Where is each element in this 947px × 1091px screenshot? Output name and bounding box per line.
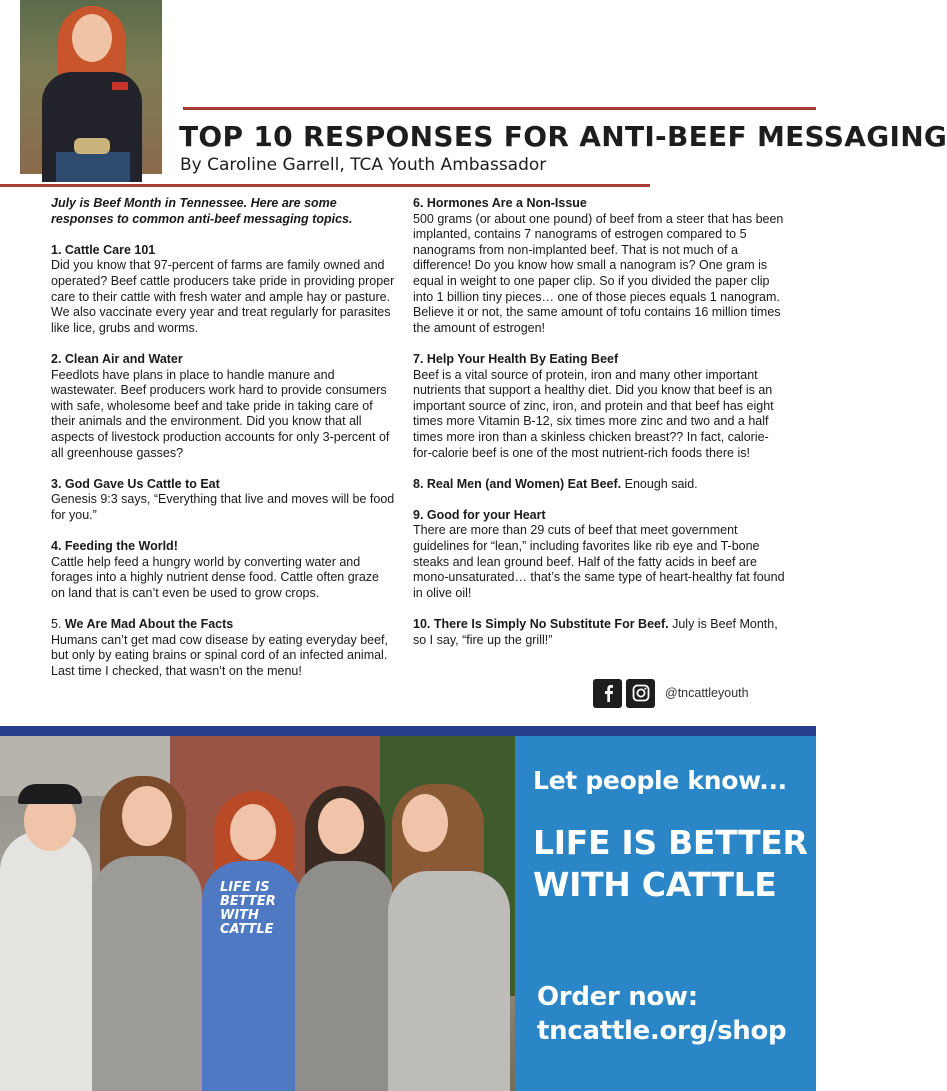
section-heading: 7. Help Your Health By Eating Beef bbox=[413, 351, 619, 366]
promo-panel bbox=[515, 736, 816, 1091]
section-body: Genesis 9:3 says, “Everything that live and moves will be food for you.” bbox=[51, 492, 395, 522]
section-heading: 2. Clean Air and Water bbox=[51, 351, 183, 366]
article-title: TOP 10 RESPONSES FOR ANTI-BEEF MESSAGING bbox=[179, 120, 947, 153]
section-body: Enough said. bbox=[624, 476, 698, 491]
section-heading: 9. Good for your Heart bbox=[413, 507, 546, 522]
article-column-left bbox=[51, 196, 396, 695]
section-heading: 3. God Gave Us Cattle to Eat bbox=[51, 476, 220, 491]
section-number: 5. bbox=[51, 617, 62, 632]
section-heading: 8. Real Men (and Women) Eat Beef. bbox=[413, 476, 622, 491]
promo-tagline: Let people know... bbox=[533, 766, 787, 795]
author-portrait bbox=[20, 0, 162, 174]
promo-headline-line: LIFE IS BETTER bbox=[533, 823, 808, 862]
section-body: There are more than 29 cuts of beef that meet government guidelines for “lean,” including favorites like rib eye and T-bone steaks and lean ground beef. Half of the fatty acids in beef are mono-unsaturated… that’s the same type of heart-healthy fat found in olive oil! bbox=[413, 523, 785, 600]
section-real-men bbox=[413, 477, 785, 493]
social-handle-link[interactable]: @tncattleyouth bbox=[665, 686, 749, 700]
shirt-text-line: LIFE IS bbox=[220, 880, 270, 895]
instagram-icon[interactable] bbox=[626, 679, 655, 708]
section-god-gave-cattle bbox=[51, 477, 396, 524]
title-rule-top bbox=[183, 107, 816, 110]
section-heading: 6. Hormones Are a Non-Issue bbox=[413, 196, 587, 210]
section-feeding-world bbox=[51, 539, 396, 601]
shirt-text-line: WITH bbox=[220, 908, 259, 923]
shirt-text-line: CATTLE bbox=[220, 922, 274, 937]
section-health bbox=[413, 352, 785, 461]
section-cattle-care bbox=[51, 243, 396, 337]
section-body: Feedlots have plans in place to handle manure and wastewater. Beef producers work hard to provide consumers with safe, wholesome beef and take pride in taking care of their animals and the environment. Did you know that all aspects of livestock production accounts for only 3-percent of all greenhouse gasses? bbox=[51, 367, 390, 460]
article-byline: By Caroline Garrell, TCA Youth Ambassador bbox=[180, 155, 547, 175]
article-intro: July is Beef Month in Tennessee. Here are some responses to common anti-beef messaging topics. bbox=[51, 196, 353, 226]
section-heart bbox=[413, 508, 785, 602]
section-body: 500 grams (or about one pound) of beef from a steer that has been implanted, contains 7 nanograms of estrogen compared to 5 nanograms from non-implanted beef. That is not much of a difference! Do you know how small a nanogram is? One gram is equal in weight to one paper clip. So if you divided the paper clip into 1 billion tiny pieces… one of those pieces equals 1 nanogram. Believe it or not, the same amount of tofu contains 16 million times the amount of estrogen! bbox=[413, 211, 784, 335]
section-no-substitute bbox=[413, 617, 785, 648]
section-body: Humans can’t get mad cow disease by eating everyday beef, but only by eating brains or spinal cord of an infected animal. Last time I checked, that wasn’t on the menu! bbox=[51, 632, 388, 678]
shirt-text-line: BETTER bbox=[220, 894, 276, 909]
section-heading: 1. Cattle Care 101 bbox=[51, 242, 156, 257]
section-hormones bbox=[413, 196, 785, 336]
section-heading bbox=[51, 617, 396, 633]
section-body: Cattle help feed a hungry world by converting water and forages into a highly nutrient dense food. Cattle often graze on land that is can’t even be used to grow crops. bbox=[51, 554, 379, 600]
section-heading-text: We Are Mad About the Facts bbox=[64, 617, 234, 632]
facebook-icon[interactable] bbox=[593, 679, 622, 708]
promo-order bbox=[537, 980, 786, 1048]
section-heading: 10. There Is Simply No Substitute For Beef. bbox=[413, 617, 669, 632]
title-rule-bottom bbox=[0, 184, 650, 187]
promo-headline-line: WITH CATTLE bbox=[533, 865, 777, 904]
social-links bbox=[593, 678, 749, 708]
shop-link[interactable]: tncattle.org/shop bbox=[537, 1016, 787, 1046]
section-heading: 4. Feeding the World! bbox=[51, 539, 178, 554]
section-clean-air-water bbox=[51, 352, 396, 461]
promo-group-photo bbox=[0, 736, 515, 1091]
promo-shirt-text bbox=[220, 881, 276, 937]
section-body: July is Beef Month, so I say, “fire up the grill!” bbox=[413, 617, 778, 647]
section-body: Beef is a vital source of protein, iron and many other important nutrients that support a healthy diet. Did you know that beef is an important source of zinc, iron, and protein and that beef has eight times more Vitamin B-12, six times more zinc and two and a half times more iron than a skinless chicken breast?? In fact, calorie-for-calorie beef is one of the most nutrient-rich foods there is! bbox=[413, 367, 774, 460]
section-body: Did you know that 97-percent of farms are family owned and operated? Beef cattle producers take pride in providing proper care to their cattle with fresh water and ample hay or pasture. We also vaccinate every year and treat regularly for parasites like lice, grubs and worms. bbox=[51, 258, 395, 335]
article-column-right bbox=[413, 196, 785, 664]
promo-divider-band bbox=[0, 726, 816, 736]
section-mad-about-facts bbox=[51, 617, 396, 679]
promo-headline bbox=[533, 822, 808, 906]
promo-order-label: Order now: bbox=[537, 982, 698, 1012]
